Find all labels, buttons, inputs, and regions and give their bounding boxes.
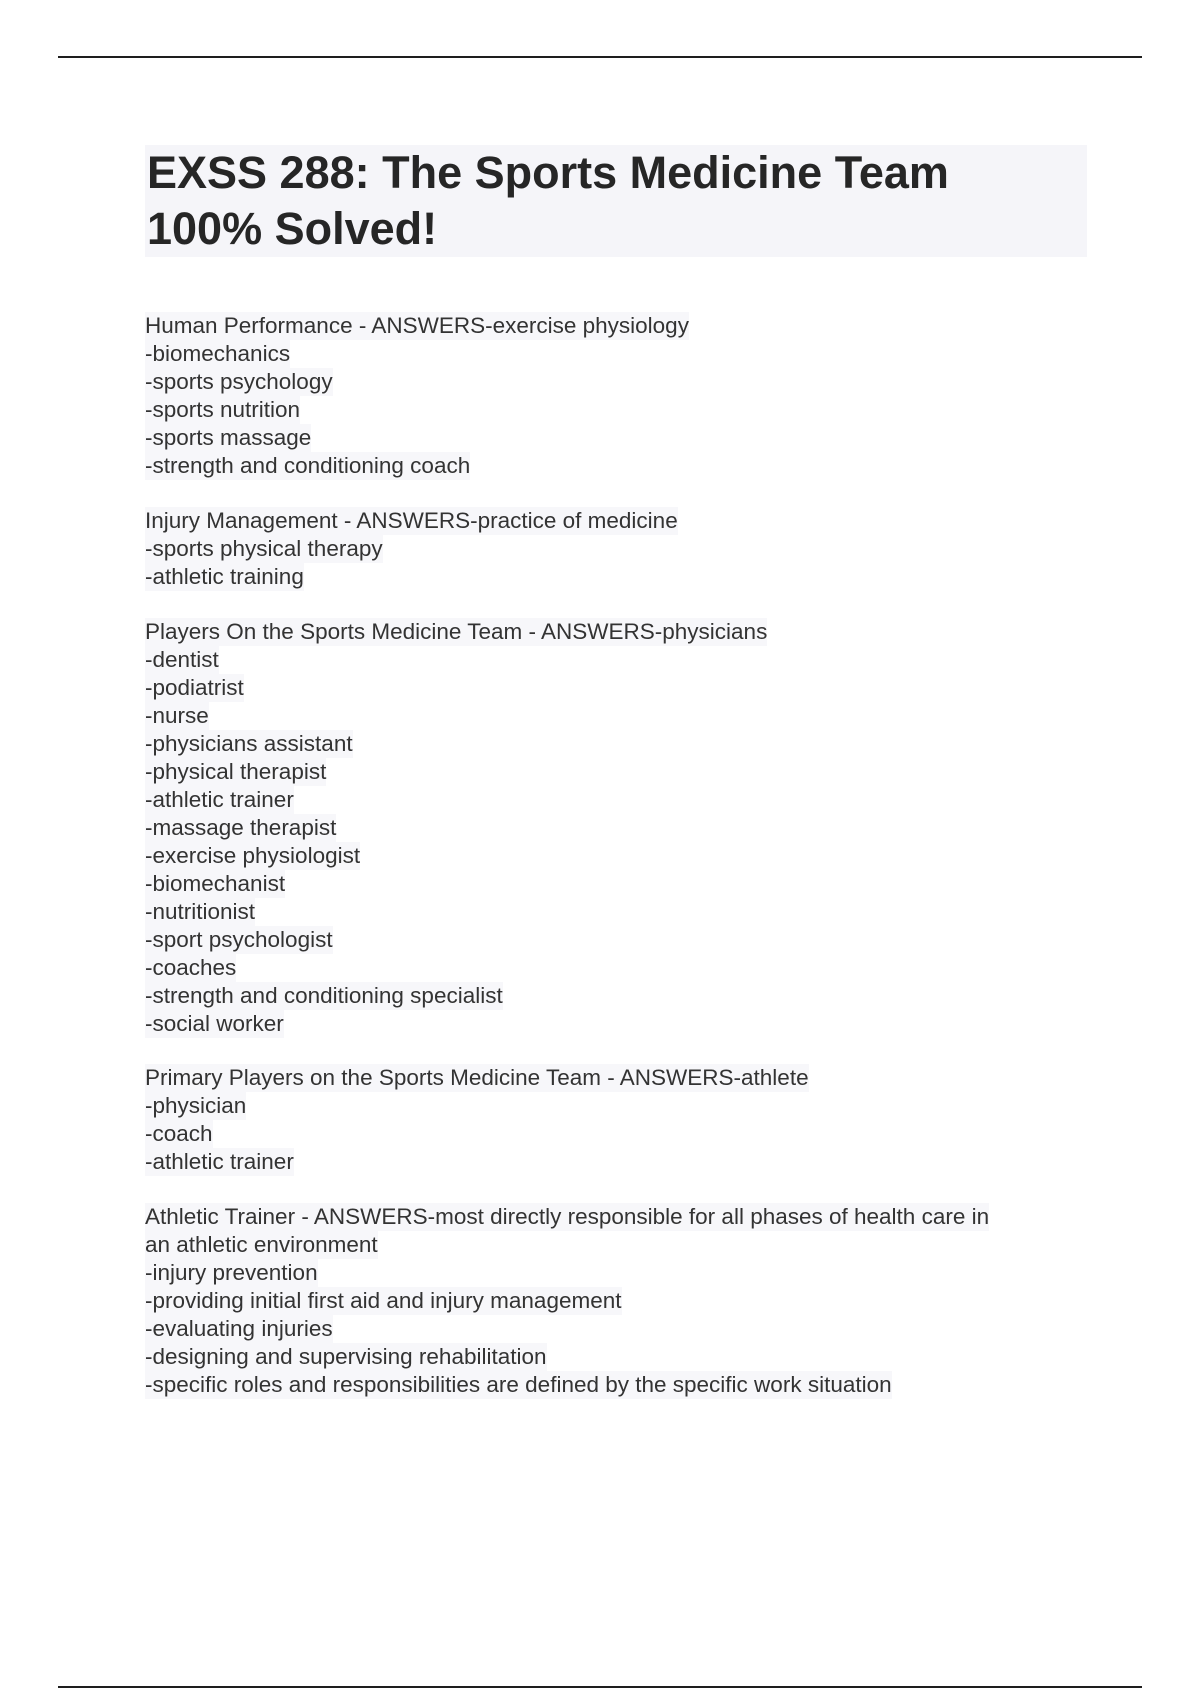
qa-question-line: Injury Management - ANSWERS-practice of medicine [145,508,678,533]
qa-answer-line: -providing initial first aid and injury management [145,1288,622,1313]
qa-answer-line: -athletic training [145,564,304,589]
qa-answer-line: -sports physical therapy [145,536,383,561]
qa-answer-line: -podiatrist [145,675,244,700]
qa-answer-line: -nutritionist [145,899,256,924]
qa-answer-line: -injury prevention [145,1260,318,1285]
qa-answer-line: -dentist [145,647,219,672]
qa-answer-line: -nurse [145,703,209,728]
qa-question-line: an athletic environment [145,1232,378,1257]
qa-answer-line: -sports massage [145,425,312,450]
top-rule [58,56,1142,58]
qa-answer-line: -designing and supervising rehabilitation [145,1344,547,1369]
title-block [145,145,1087,257]
qa-answer-line: -coaches [145,955,237,980]
qa-answer-line: -sport psychologist [145,927,333,952]
qa-answer-line: -social worker [145,1011,284,1036]
qa-answer-line: -massage therapist [145,815,337,840]
qa-athletic-trainer [145,1203,1087,1399]
bottom-rule [58,1686,1142,1688]
page-title-line-1: EXSS 288: The Sports Medicine Team [147,147,949,198]
qa-answer-line: -physicians assistant [145,731,353,756]
qa-answer-line: -evaluating injuries [145,1316,333,1341]
qa-answer-line: -biomechanist [145,871,286,896]
qa-answer-line: -athletic trainer [145,1149,294,1174]
page-title-line-2: 100% Solved! [147,203,438,254]
qa-human-performance [145,312,1087,480]
qa-question-line: Primary Players on the Sports Medicine Team - ANSWERS-athlete [145,1065,809,1090]
qa-answer-line: -strength and conditioning coach [145,453,471,478]
qa-answer-line: -strength and conditioning specialist [145,983,503,1008]
qa-answer-line: -athletic trainer [145,787,294,812]
qa-answer-line: -physical therapist [145,759,327,784]
qa-answer-line: -exercise physiologist [145,843,361,868]
qa-answer-line: -coach [145,1121,213,1146]
qa-question-line: Players On the Sports Medicine Team - ANSWERS-physicians [145,619,768,644]
qa-players-on-team [145,618,1087,1038]
qa-answer-line: -sports psychology [145,369,333,394]
qa-question-line: Human Performance - ANSWERS-exercise physiology [145,313,689,338]
qa-answer-line: -physician [145,1093,247,1118]
qa-injury-management [145,507,1087,591]
qa-primary-players [145,1064,1087,1176]
qa-answer-line: -biomechanics [145,341,291,366]
qa-question-line: Athletic Trainer - ANSWERS-most directly responsible for all phases of health care in [145,1204,990,1229]
qa-answer-line: -sports nutrition [145,397,301,422]
qa-answer-line: -specific roles and responsibilities are defined by the specific work situation [145,1372,892,1397]
